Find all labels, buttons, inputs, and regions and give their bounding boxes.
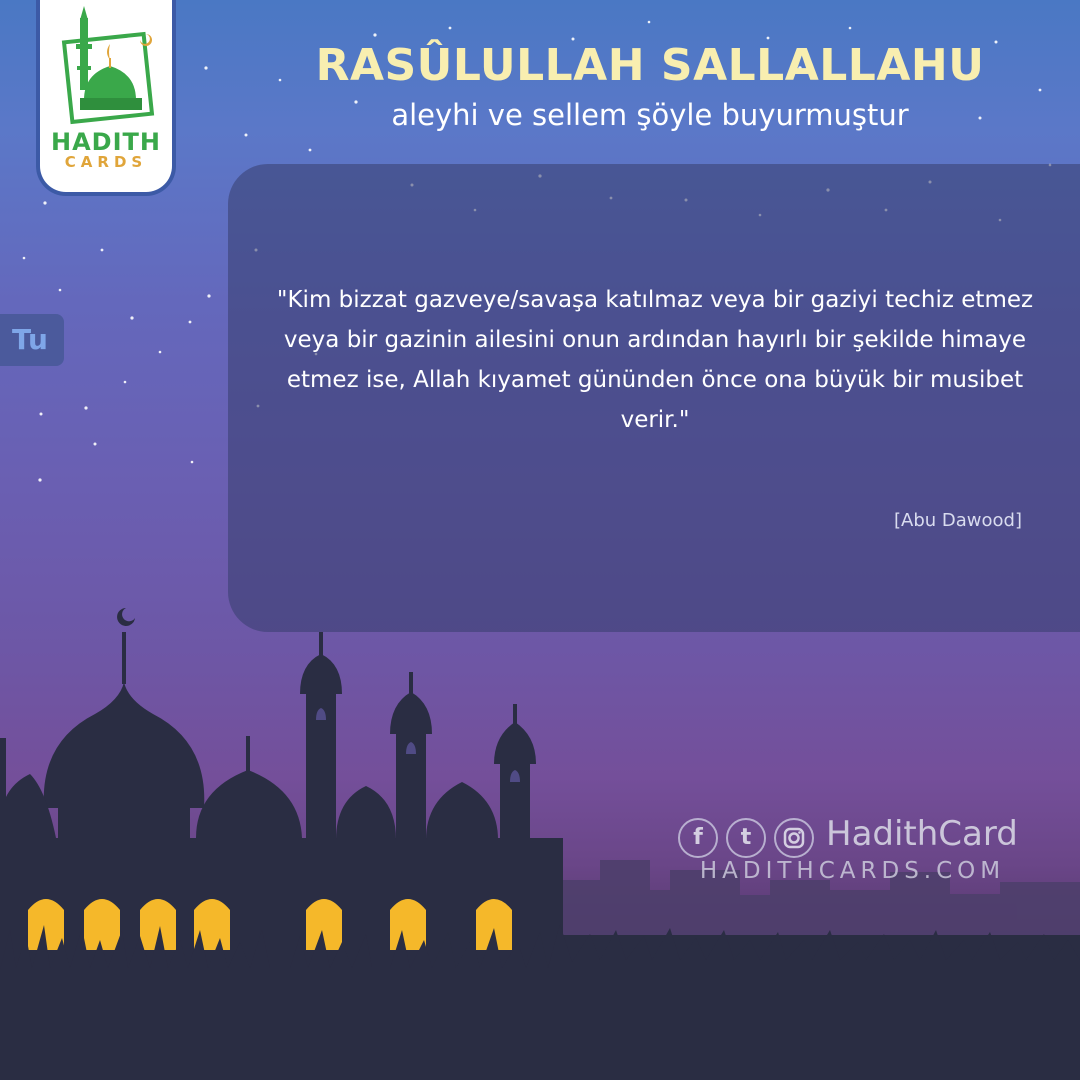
facebook-icon[interactable]: f xyxy=(678,818,718,858)
brand-name: HadithCard xyxy=(826,814,1018,854)
twitter-icon[interactable]: t xyxy=(726,818,766,858)
logo-text-cards: CARDS xyxy=(64,153,148,171)
instagram-icon[interactable] xyxy=(774,818,814,858)
hadith-text: "Kim bizzat gazveye/savaşa katılmaz veya bir gaziyi techiz etmez veya bir gazinin ailesini onun ardından hayırlı bir şekilde himaye etmez ise, Allah kıyamet gününden önce ona büyük bir musibet verir." xyxy=(276,287,1034,433)
page-subtitle: aleyhi ve sellem şöyle buyurmuştur xyxy=(391,98,909,132)
website-url[interactable]: HADITHCARDS.COM xyxy=(699,858,1006,884)
side-tab[interactable]: Tu xyxy=(0,314,64,366)
logo-text-hadith: HADITH xyxy=(51,128,161,156)
page-title: RASÛLULLAH SALLALLAHU xyxy=(315,40,985,91)
hadith-source: [Abu Dawood] xyxy=(894,510,1022,531)
